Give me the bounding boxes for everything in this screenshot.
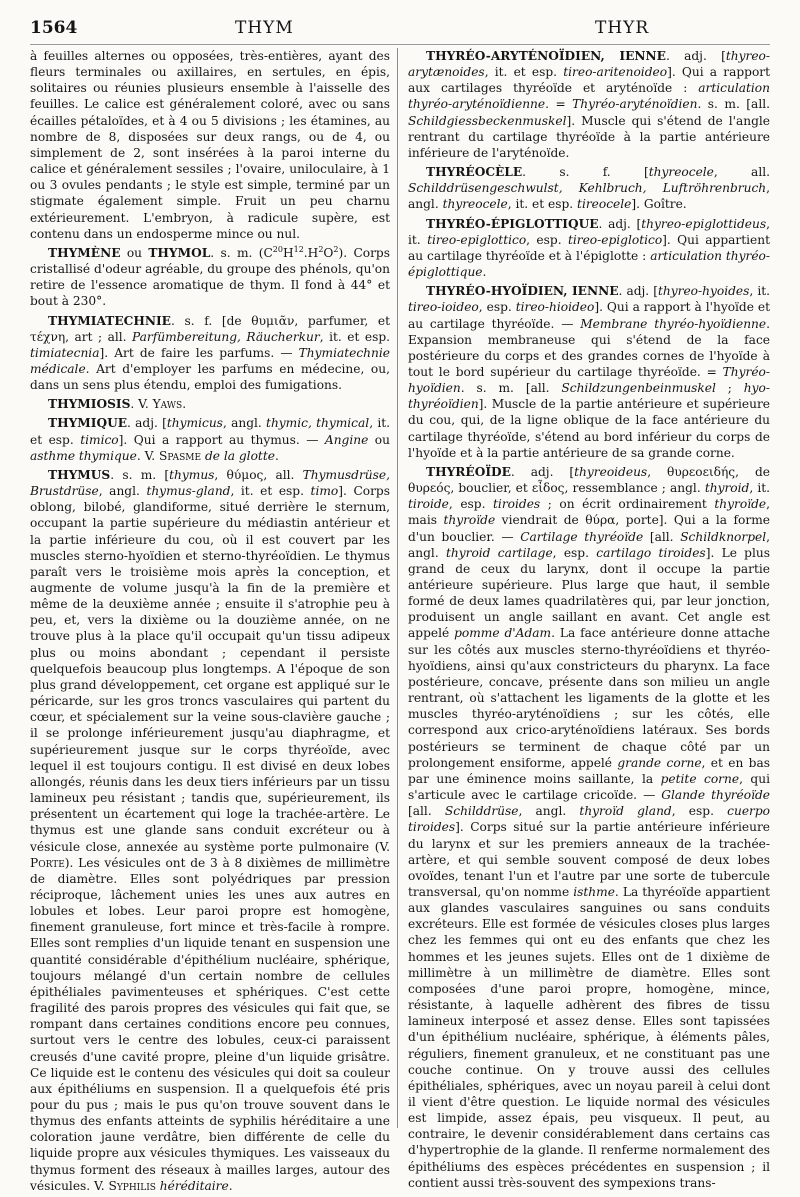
right-running-title: THYR <box>595 18 650 38</box>
headword: THYMIQUE <box>48 416 128 431</box>
entry-thymique: THYMIQUE. adj. [thymicus, angl. thymic, thymical, it. et esp. timico]. Qui a rapport au thymus. — Angine ou asthme thymique. V. Spasme de la glotte. <box>30 416 390 463</box>
right-column <box>408 48 770 1194</box>
headword: THYMOL <box>148 245 211 260</box>
headword: THYRÉOCÈLE <box>426 165 523 180</box>
running-header <box>30 18 770 45</box>
cross-reference: Yaws <box>152 397 183 412</box>
cross-reference: Syphilis <box>108 1178 156 1193</box>
entry-thyreo-hyoidien: THYRÉO-HYOÏDIEN, IENNE. adj. [thyreo-hyoides, it. tireo-ioideo, esp. tireo-hioideo]. Qui a rapport à l'hyoïde et au cartilage thyréoïde. — Membrane thyréo-hyoïdienne. Expansion membraneuse qui s'étend de la face postérieure du corps et des grandes cornes de l'hyoïde à tout le bord supérieur du cartilage thyréoïde. = Thyréo-hyoïdien. s. m. [all. Schildzungenbeinmuskel ; hyo-thyréoïdien]. Muscle de la partie antérieure et supérieure du cou, qui, de la ligne oblique de la face antérieure du cartilage thyréoïde, s'étend au bord inférieur du corps de l'hyoïde et à la partie antérieure de sa grande corne. <box>408 284 771 460</box>
entry-thymiosis: THYMIOSIS. V. Yaws. <box>48 397 187 412</box>
headword: THYRÉO-HYOÏDIEN, IENNE <box>426 284 619 299</box>
headword: THYMÈNE <box>48 245 121 260</box>
column-divider <box>397 48 398 1128</box>
headword: THYMIATECHNIE <box>48 313 171 328</box>
headword: THYRÉO-ÉPIGLOTTIQUE <box>426 216 599 231</box>
entry-thymene: THYMÈNE ou THYMOL. s. m. $(C^{20}H^{12}.H^2O^2)$. Corps cristallisé d'odeur agréable, du groupe des phénols, qu'on retire de l'essence aromatique de thym. Il fond à 44° et bout à 230°. <box>30 244 390 309</box>
page-number: 1564 <box>30 18 78 38</box>
left-column <box>30 48 390 1197</box>
entry-thyreoide: THYRÉOÏDE. adj. [thyreoideus, θυρεοειδής, de θυρεός, bouclier, et εἶδος, ressemblance ; angl. thyroid, it. tiroide, esp. tiroides ; on écrit ordinairement thyroïde, mais thyroïde viendrait de θύρα, porte]. Qui a la forme d'un bouclier. — Cartilage thyréoïde [all. Schildknorpel, angl. thyroid cartilage, esp. cartilago tiroides]. Le plus grand de ceux du larynx, dont il occupe la partie antérieure supérieure. Plus large que haut, il semble formé de deux lames quadrilatères qui, par leur jonction, produisent un angle saillant en avant. Cet angle est appelé pomme d'Adam. La face antérieure donne attache sur les côtés aux muscles sterno-thyréoïdiens et thyréo-hyoïdiens, ainsi qu'aux constricteurs du pharynx. La face postérieure, concave, présente dans son milieu un angle rentrant, où s'attachent les ligaments de la glotte et les muscles thyréo-aryténoïdiens ; sur les côtés, elle correspond aux crico-aryténoïdiens latéraux. Ses bords postérieurs se terminent de chaque côté par un prolongement ensiforme, appelé grande corne, et en bas par une éminence moins saillante, la petite corne, qui s'articule avec le cartilage cricoïde. — Glande thyréoïde [all. Schilddrüse, angl. thyroïd gland, esp. cuerpo tiroides]. Corps situé sur la partie antérieure inférieure du larynx et sur les premiers anneaux de la trachée-artère, et qui semble souvent composé de deux lobes ovoïdes, tenant l'un et l'autre par une sorte de tubercule transversal, qu'on nomme isthme. La thyréoïde appartient aux glandes vasculaires sanguines ou sans conduits excréteurs. Elle est formée de vésicules closes plus larges chez les femmes qui ont eu des enfants que chez les hommes et les jeunes sujets. Elles ont de 1 dixième de millimètre à un millimètre de diamètre. Elles sont composées d'une paroi propre, homogène, mince, résistante, à laquelle adhèrent des fibres de tissu lamineux interposé et assez dense. Elles sont tapissées d'un épithélium nucléaire, sphérique, à éléments pâles, réguliers, finement granuleux, et ne constituant pas une couche continue. On y trouve aussi des cellules épithéliales, sphériques, avec un noyau pareil à celui dont il vient d'être question. Le liquide normal des vésicules est limpide, assez épais, peu visqueux. Il peut, au contraire, le devenir considérablement dans certains cas d'hypertrophie de la glande. Il renferme normalement des épithéliums des espèces précédentes en suspension ; il contient aussi très-souvent des sympexions trans- <box>408 464 771 1190</box>
entry-thyreo-arytenoidien: THYRÉO-ARYTÉNOÏDIEN, IENNE. adj. [thyreo-arytænoides, it. et esp. tireo-aritenoideo]. Qui a rapport aux cartilages thyréoïde et aryténoïde : articulation thyréo-aryténoïdienne. = Thyréo-aryténoïdien. s. m. [all. Schildgiessbeckenmuskel]. Muscle qui s'étend de l'angle rentrant du cartilage thyréoïde à la partie antérieure inférieure de l'aryténoïde. <box>408 49 771 160</box>
headword: THYRÉOÏDE <box>426 464 511 479</box>
headword: THYMIOSIS <box>48 397 131 412</box>
left-running-title: THYM <box>235 18 294 38</box>
cross-reference: Spasme <box>159 448 202 463</box>
entry-thyreocele: THYRÉOCÈLE. s. f. [thyreocele, all. Schilddrüsengeschwulst, Kehlbruch, Luftröhrenbruch, angl. thyreocele, it. et esp. tireocele]. Goître. <box>408 165 770 212</box>
headword: THYRÉO-ARYTÉNOÏDIEN, IENNE <box>426 49 666 63</box>
cross-reference: Porte <box>30 855 65 870</box>
entry-thymiatechnie: THYMIATECHNIE. s. f. [de θυμιᾶν, parfumer, et τέχνη, art ; all. Parfümbereitung, Räucherkur, it. et esp. timiatecnia]. Art de faire les parfums. — Thymiatechnie médicale. Art d'employer les parfums en médecine, ou, dans un sens plus étendu, emploi des fumigations. <box>30 313 390 393</box>
entry-thyreo-epiglottique: THYRÉO-ÉPIGLOTTIQUE. adj. [thyreo-epiglottideus, it. tireo-epiglottico, esp. tireo-epiglotico]. Qui appartient au cartilage thyréoïde et à l'épiglotte : articulation thyréo-épiglottique. <box>408 216 771 280</box>
headword: THYMUS <box>48 467 111 482</box>
entry-thymus: THYMUS. s. m. [thymus, θύμος, all. Thymusdrüse, Brustdrüse, angl. thymus-gland, it. et esp. timo]. Corps oblong, bilobé, glandiforme, situé derrière le sternum, occupant la partie supérieure du médiastin antérieur et la partie inférieure du cou, où il est couvert par les muscles sterno-hyoïdien et sterno-thyréoïdien. Le thymus paraît vers le troisième mois après la conception, et augmente de volume jusqu'à la fin de la première et même de la deuxième année ; ensuite il s'atrophie peu à peu, et, vers la dixième ou la douzième année, on ne trouve plus à la place qu'il occupait qu'un tissu adipeux plus ou moins abondant ; cependant il persiste quelquefois beaucoup plus longtemps. A l'époque de son plus grand développement, cet organe est appliqué sur le péricarde, sur les gros troncs vasculaires qui partent du cœur, et spécialement sur la veine sous-clavière gauche ; il se prolonge inférieurement jusqu'au diaphragme, et supérieurement jusque sur le corps thyréoïde, avec lequel il est toujours contigu. Il est divisé en deux lobes allongés, réunis dans les deux tiers inférieurs par un tissu lamineux peu résistant ; tandis que, supérieurement, ils présentent un écartement qui loge la trachée-artère. Le thymus est une glande sans conduit excréteur ou à vésicule close, annexée au système porte pulmonaire (V. Porte). Les vésicules ont de 3 à 8 dixièmes de millimètre de diamètre. Elles sont polyédriques par pression réciproque, lâchement unies les unes aux autres en lobules et lobes. Leur paroi propre est homogène, finement granuleuse, fort mince et très-facile à rompre. Elles sont remplies d'un liquide tenant en suspension une quantité considérable d'épithélium nucléaire, sphérique, toujours mélangé d'un certain nombre de cellules épithéliales pavimenteuses et sphériques. C'est cette fragilité des parois propres des vésicules qui fait que, se rompant dans certaines conditions encore peu connues, surtout vers le centre des lobules, ceux-ci paraissent creusés d'une cavité propre, pleine d'un liquide grisâtre. Ce liquide est le contenu des vésicules qui doit sa couleur aux épithéliums en suspension. Il a quelquefois été pris pour du pus ; mais le pus qu'on trouve souvent dans le thymus des enfants atteints de syphilis héréditaire a une coloration jaune verdâtre, bien différente de celle du liquide propre aux vésicules thymiques. Les vaisseaux du thymus forment des réseaux à mailles larges, autour des vésicules. V. Syphilis héréditaire. <box>30 467 390 1193</box>
continuation-paragraph: à feuilles alternes ou opposées, très-entières, ayant des fleurs terminales ou axillaires, en sertules, en épis, solitaires ou réunies plusieurs ensemble à l'aisselle des feuilles. Le calice est généralement coloré, avec ou sans écailles pétaloïdes, et à 4 ou 5 divisions ; les étamines, au nombre de 8, disposées sur deux rangs, ou de 4, ou simplement de 2, sont insérées à la paroi interne du calice et généralement sessiles ; l'ovaire, uniloculaire, à 1 ou 3 ovules pendants ; le style est simple, terminé par un stigmate également simple. Fruit un peu charnu extérieurement. L'embryon, à radicule supère, est contenu dans un endosperme mince ou nul. <box>30 49 390 241</box>
